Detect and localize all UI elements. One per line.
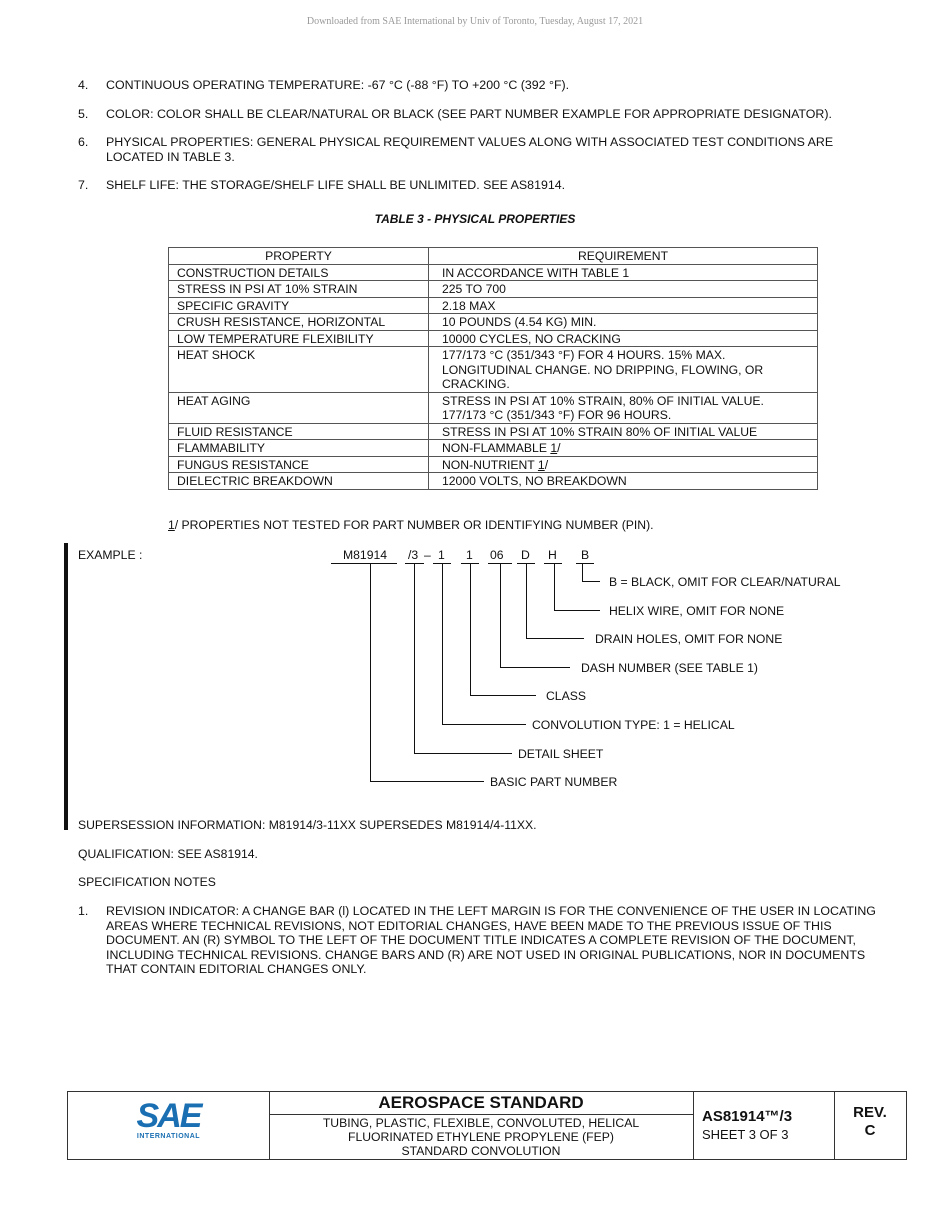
table-row [169, 314, 818, 331]
pn-segment-color: B [581, 548, 590, 562]
item-text: COLOR: COLOR SHALL BE CLEAR/NATURAL OR BLACK (SEE PART NUMBER EXAMPLE FOR APPROPRIATE DESIGNATOR). [106, 107, 832, 121]
requirement-text: NON-NUTRIENT [442, 457, 535, 472]
callout-drain: DRAIN HOLES, OMIT FOR NONE [595, 632, 783, 646]
callout-helix: HELIX WIRE, OMIT FOR NONE [609, 604, 785, 618]
pn-segment-basic: M81914 [343, 548, 388, 562]
sae-logo-sub: INTERNATIONAL [136, 1133, 201, 1140]
requirement-cell: STRESS IN PSI AT 10% STRAIN 80% OF INITIAL VALUE [429, 423, 818, 440]
property-cell: FUNGUS RESISTANCE [169, 456, 429, 473]
item-number: 7. [78, 178, 89, 192]
leader-helix [554, 563, 555, 611]
sae-logo-mark: SAE [136, 1097, 201, 1135]
table-row [169, 440, 818, 457]
leader-h-dash-number [500, 667, 570, 668]
pn-segment-helix: H [548, 548, 557, 562]
title-block [67, 1091, 907, 1160]
leader-dash-number [500, 563, 501, 668]
leader-h-basic [370, 781, 484, 782]
property-cell: STRESS IN PSI AT 10% STRAIN [169, 281, 429, 298]
table-row [169, 264, 818, 281]
title-line: TUBING, PLASTIC, FLEXIBLE, CONVOLUTED, HELICAL [322, 1116, 640, 1130]
item-number: 6. [78, 135, 89, 149]
table-row [169, 297, 818, 314]
requirement-cell: STRESS IN PSI AT 10% STRAIN, 80% OF INITIAL VALUE. 177/173 °C (351/343 °F) FOR 96 HOURS. [429, 392, 818, 423]
requirement-cell: NON-FLAMMABLE 1/ [429, 440, 818, 457]
underline-basic [331, 563, 397, 564]
table-row [169, 473, 818, 490]
callout-color: B = BLACK, OMIT FOR CLEAR/NATURAL [609, 575, 841, 589]
title-line: FLUORINATED ETHYLENE PROPYLENE (FEP) [348, 1130, 614, 1144]
note-number: 1. [78, 904, 89, 918]
table-row [169, 330, 818, 347]
property-cell: DIELECTRIC BREAKDOWN [169, 473, 429, 490]
requirement-cell: 12000 VOLTS, NO BREAKDOWN [429, 473, 818, 490]
pn-segment-convolution: 1 [438, 548, 445, 562]
leader-color [582, 563, 583, 582]
item-text: CONTINUOUS OPERATING TEMPERATURE: -67 °C (-88 °F) TO +200 °C (392 °F). [106, 78, 570, 92]
callout-detail-sheet: DETAIL SHEET [518, 747, 604, 761]
requirement-cell: 177/173 °C (351/343 °F) FOR 4 HOURS. 15% MAX. LONGITUDINAL CHANGE. NO DRIPPING, FLOWING, OR CRACKING. [429, 347, 818, 393]
property-cell: FLUID RESISTANCE [169, 423, 429, 440]
requirement-cell: 10000 CYCLES, NO CRACKING [429, 330, 818, 347]
sheet-number: SHEET 3 OF 3 [702, 1127, 789, 1142]
table-row [169, 423, 818, 440]
table-row [169, 281, 818, 298]
requirement-cell: 225 TO 700 [429, 281, 818, 298]
requirement-cell: 10 POUNDS (4.54 KG) MIN. [429, 314, 818, 331]
requirement-text: NON-FLAMMABLE [442, 441, 547, 455]
underline-color [576, 563, 594, 564]
table-footnote [168, 518, 654, 532]
requirement-cell: IN ACCORDANCE WITH TABLE 1 [429, 264, 818, 281]
title-line: STANDARD CONVOLUTION [401, 1144, 561, 1158]
leader-detail [414, 563, 415, 754]
revision-cell [834, 1092, 906, 1159]
leader-h-class [470, 695, 536, 696]
document-title [269, 1116, 693, 1158]
callout-convolution: CONVOLUTION TYPE: 1 = HELICAL [532, 718, 735, 732]
item-text: SHELF LIFE: THE STORAGE/SHELF LIFE SHALL BE UNLIMITED. SEE AS81914. [106, 178, 566, 192]
footnote-ref: 1 [168, 518, 175, 532]
sae-logo [68, 1097, 269, 1140]
change-bar [64, 543, 68, 830]
property-cell: SPECIFIC GRAVITY [169, 297, 429, 314]
leader-h-helix [554, 610, 600, 611]
note-ref: 1 [550, 441, 558, 455]
table-row [169, 456, 818, 473]
footnote-text: / PROPERTIES NOT TESTED FOR PART NUMBER OR IDENTIFYING NUMBER (PIN). [174, 518, 654, 532]
property-cell: FLAMMABILITY [169, 440, 429, 457]
leader-convolution [442, 563, 443, 725]
pn-segment-dash-number: 06 [490, 548, 504, 562]
pn-segment-drain: D [521, 548, 530, 562]
callout-class: CLASS [546, 689, 586, 703]
table-row [169, 392, 818, 423]
leader-class [470, 563, 471, 696]
callout-dash-number: DASH NUMBER (SEE TABLE 1) [581, 661, 758, 675]
property-cell: LOW TEMPERATURE FLEXIBILITY [169, 330, 429, 347]
underline-helix [544, 563, 562, 564]
leader-h-drain [526, 638, 584, 639]
item-text: PHYSICAL PROPERTIES: GENERAL PHYSICAL REQUIREMENT VALUES ALONG WITH ASSOCIATED TEST CONDITIONS ARE LOCATED IN TABLE 3. [106, 135, 834, 164]
callout-basic-part: BASIC PART NUMBER [490, 775, 618, 789]
pn-segment-detail: /3 [408, 548, 419, 562]
rev-value: C [864, 1122, 876, 1139]
property-cell: CRUSH RESISTANCE, HORIZONTAL [169, 314, 429, 331]
property-cell: HEAT AGING [169, 392, 429, 423]
example-label: EXAMPLE : [78, 548, 143, 562]
doc-number: AS81914™/3 [702, 1108, 793, 1125]
qualification-info: QUALIFICATION: SEE AS81914. [78, 847, 258, 861]
standard-heading: AEROSPACE STANDARD [269, 1092, 693, 1115]
leader-basic [370, 563, 371, 782]
table-row [169, 347, 818, 393]
pn-segment-class: 1 [466, 548, 473, 562]
title-cell [269, 1092, 694, 1159]
column-header-requirement: REQUIREMENT [429, 248, 818, 265]
rev-label: REV. [853, 1104, 887, 1121]
leader-h-convolution [442, 724, 526, 725]
property-cell: CONSTRUCTION DETAILS [169, 264, 429, 281]
doc-number-cell [693, 1092, 835, 1159]
table-caption: TABLE 3 - PHYSICAL PROPERTIES [374, 212, 576, 226]
item-number: 4. [78, 78, 89, 92]
supersession-info: SUPERSESSION INFORMATION: M81914/3-11XX SUPERSEDES M81914/4-11XX. [78, 818, 537, 832]
physical-properties-table [168, 247, 818, 490]
item-number: 5. [78, 107, 89, 121]
pn-segment-dash: – [424, 548, 431, 562]
note-ref: 1 [537, 457, 545, 472]
note-text: REVISION INDICATOR: A CHANGE BAR (l) LOCATED IN THE LEFT MARGIN IS FOR THE CONVENIENCE OF THE USER IN LOCATING AREAS WHERE TECHNICAL REVISIONS, NOT EDITORIAL CHANGES, HAVE BEEN MADE TO THE PREVIOUS ISSUE OF THIS DOCUMENT. AN (R) SYMBOL TO THE LEFT OF THE DOCUMENT TITLE INDICATES A COMPLETE REVISION OF THE DOCUMENT, INCLUDING TECHNICAL REVISIONS. CHANGE BARS AND (R) ARE NOT USED IN ORIGINAL PUBLICATIONS, NOR IN DOCUMENTS THAT CONTAIN EDITORIAL CHANGES ONLY. [106, 904, 876, 976]
table-header-row [169, 248, 818, 265]
requirement-cell: 2.18 MAX [429, 297, 818, 314]
logo-cell [68, 1092, 270, 1159]
requirement-cell: NON-NUTRIENT 1/ [429, 456, 818, 473]
spec-notes-title: SPECIFICATION NOTES [78, 875, 216, 889]
leader-h-detail [414, 753, 512, 754]
leader-h-color [582, 581, 600, 582]
column-header-property: PROPERTY [169, 248, 429, 265]
download-watermark: Downloaded from SAE International by Univ of Toronto, Tuesday, August 17, 2021 [306, 16, 644, 27]
leader-drain [526, 563, 527, 639]
property-cell: HEAT SHOCK [169, 347, 429, 393]
